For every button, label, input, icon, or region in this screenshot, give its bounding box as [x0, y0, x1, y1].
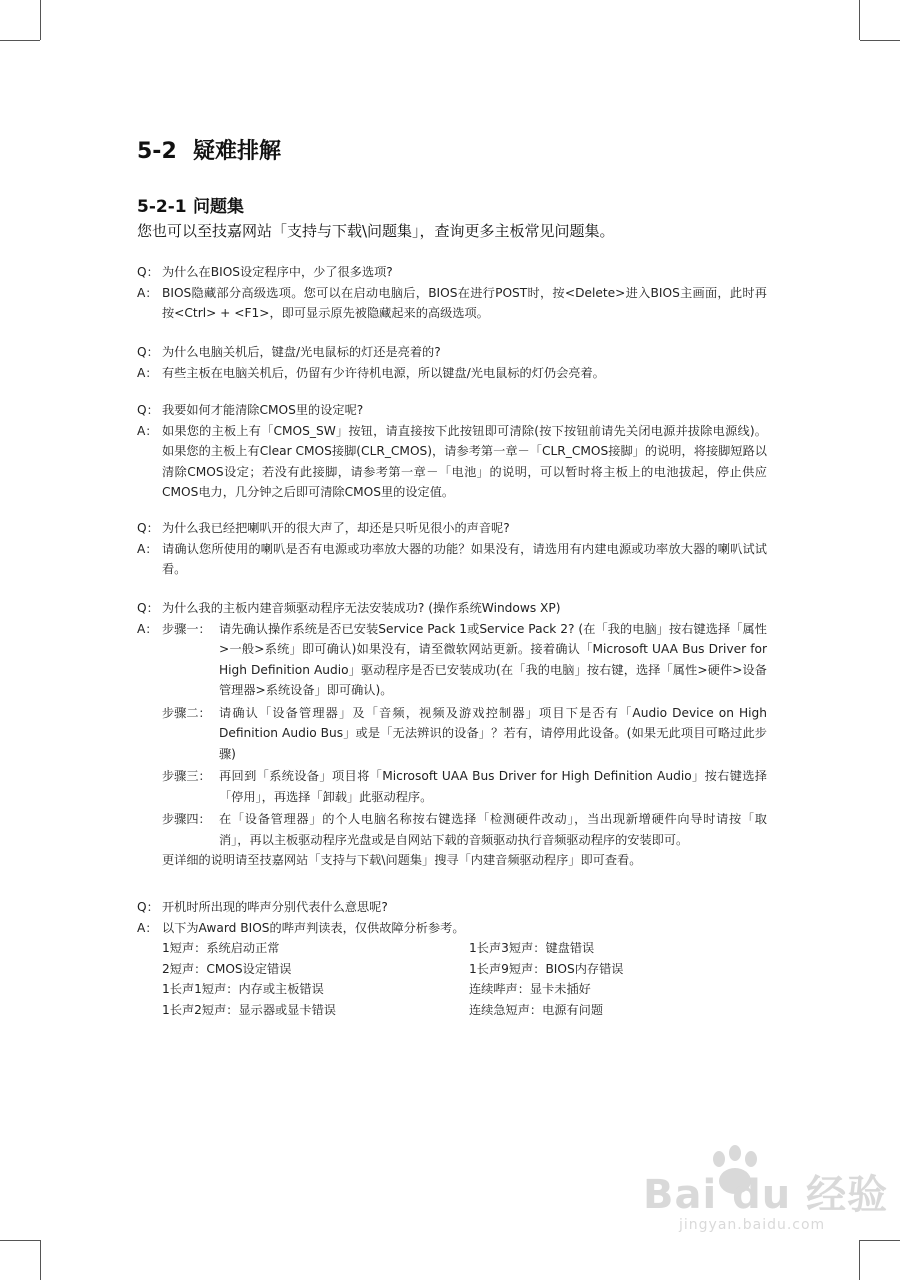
step-label: 步骤一：	[162, 621, 211, 636]
q-label: Q：	[137, 521, 159, 535]
beep-code: 2短声：CMOS设定错误	[162, 961, 292, 976]
crop-mark	[860, 1240, 900, 1241]
step-label: 步骤三：	[162, 769, 211, 783]
beep-code: 1长声3短声：键盘错误	[469, 941, 595, 955]
section-heading	[137, 134, 281, 165]
section-number: 5-2	[137, 139, 177, 164]
q-label: Q：	[137, 265, 159, 279]
qa-item	[137, 262, 767, 324]
question-text: 为什么电脑关机后，键盘/光电鼠标的灯还是亮着的?	[162, 345, 441, 359]
crop-mark	[859, 1240, 860, 1280]
q-label: Q：	[137, 345, 159, 359]
beep-code: 1长声2短声：显示器或显卡错误	[162, 1002, 336, 1017]
crop-mark	[859, 0, 860, 40]
crop-mark	[40, 0, 41, 40]
answer-text: BIOS隐藏部分高级选项。您可以在启动电脑后，BIOS在进行POST时，按<Delete>进入BIOS主画面，此时再按<Ctrl> + <F1>，即可显示原先被隐藏起来的高级选项。	[162, 285, 767, 320]
step-item	[162, 766, 767, 807]
subsection-heading	[137, 192, 244, 217]
step-item	[162, 809, 767, 850]
qa-item	[137, 518, 767, 580]
a-label: A：	[137, 285, 158, 300]
a-label: A：	[137, 920, 158, 935]
question-text: 我要如何才能清除CMOS里的设定呢?	[162, 403, 364, 417]
answer-text: 请确认您所使用的喇叭是否有电源或功率放大器的功能？如果没有，请选用有内建电源或功率放大器的喇叭试试看。	[162, 541, 767, 576]
step-label: 步骤四：	[162, 812, 211, 826]
crop-mark	[860, 40, 900, 41]
a-label: A：	[137, 365, 158, 380]
step-text: 请确认「设备管理器」及「音频，视频及游戏控制器」项目下是否有「Audio Device on High Definition Audio Bus」或是「无法辨识的设备」？若有，请停用此设备。(如果无此项目可略过此步骤)	[219, 705, 767, 761]
question-text: 为什么在BIOS设定程序中，少了很多选项?	[162, 265, 393, 279]
qa-item-beep	[137, 897, 767, 1020]
answer-text: 如果您的主板上有「CMOS_SW」按钮，请直接按下此按钮即可清除(按下按钮前请先关闭电源并拔除电源线)。如果您的主板上有Clear CMOS接脚(CLR_CMOS)，请参考第一章－「CLR_CMOS接脚」的说明，将接脚短路以清除CMOS设定；若没有此接脚，请参考第一章－「电池」的说明，可以暂时将主板上的电池拔起，停止供应CMOS电力，几分钟之后即可清除CMOS里的设定值。	[162, 423, 767, 499]
a-label: A：	[137, 423, 158, 438]
watermark-url: jingyan.baidu.com	[679, 1217, 826, 1233]
question-text: 为什么我已经把喇叭开的很大声了，却还是只听见很小的声音呢?	[162, 521, 510, 535]
q-label: Q：	[137, 601, 159, 615]
qa-item	[137, 342, 767, 383]
beep-code: 1长声9短声：BIOS内存错误	[469, 961, 624, 976]
beep-code: 1短声：系统启动正常	[162, 941, 280, 955]
baidu-jingyan-watermark	[643, 1145, 889, 1245]
step-label: 步骤二：	[162, 705, 211, 720]
section-title: 疑难排解	[193, 139, 282, 164]
step-item	[162, 703, 767, 765]
beep-code: 连续哔声：显卡未插好	[469, 982, 591, 996]
a-label: A：	[137, 541, 158, 556]
crop-mark	[0, 1240, 40, 1241]
subsection-number: 5-2-1	[137, 197, 187, 217]
step-text: 再回到「系统设备」项目将「Microsoft UAA Bus Driver for High Definition Audio」按右键选择「停用」，再选择「卸载」此驱动程序。	[219, 769, 767, 804]
beep-code: 1长声1短声：内存或主板错误	[162, 982, 324, 996]
crop-mark	[40, 1240, 41, 1280]
crop-mark	[0, 40, 40, 41]
question-text: 为什么我的主板内建音频驱动程序无法安装成功? (操作系统Windows XP)	[162, 601, 561, 615]
watermark-brand: Bai du 经验	[643, 1172, 889, 1218]
a-label: A：	[137, 621, 158, 636]
q-label: Q：	[137, 403, 159, 417]
answer-text: 有些主板在电脑关机后，仍留有少许待机电源，所以键盘/光电鼠标的灯仍会亮着。	[162, 365, 605, 380]
intro-text: 您也可以至技嘉网站「支持与下载\问题集」，查询更多主板常见问题集。	[137, 222, 615, 240]
beep-code-table	[162, 938, 767, 1020]
beep-code: 连续急短声：电源有问题	[469, 1002, 604, 1017]
qa-item-audio	[137, 598, 767, 871]
subsection-title: 问题集	[193, 197, 244, 217]
step-text: 在「设备管理器」的个人电脑名称按右键选择「检测硬件改动」，当出现新增硬件向导时请按「取消」，再以主板驱动程序光盘或是自网站下载的音频驱动执行音频驱动程序的安装即可。	[219, 812, 767, 847]
qa-item	[137, 400, 767, 503]
step-item	[162, 619, 767, 701]
q-label: Q：	[137, 900, 159, 914]
step-text: 请先确认操作系统是否已安装Service Pack 1或Service Pack 2? (在「我的电脑」按右键选择「属性>一般>系统」即可确认)如果没有，请至微软网站更新。接着确认「Microsoft UAA Bus Driver for High Definition Audio」驱动程序是否已安装成功(在「我的电脑」按右键，选择「属性>硬件>设备管理器>系统设备」即可确认)。	[219, 621, 767, 697]
question-text: 开机时所出现的哔声分别代表什么意思呢?	[162, 900, 388, 914]
more-info-note: 更详细的说明请至技嘉网站「支持与下载\问题集」搜寻「内建音频驱动程序」即可查看。	[162, 853, 642, 867]
answer-text: 以下为Award BIOS的哔声判读表，仅供故障分析参考。	[162, 920, 465, 935]
